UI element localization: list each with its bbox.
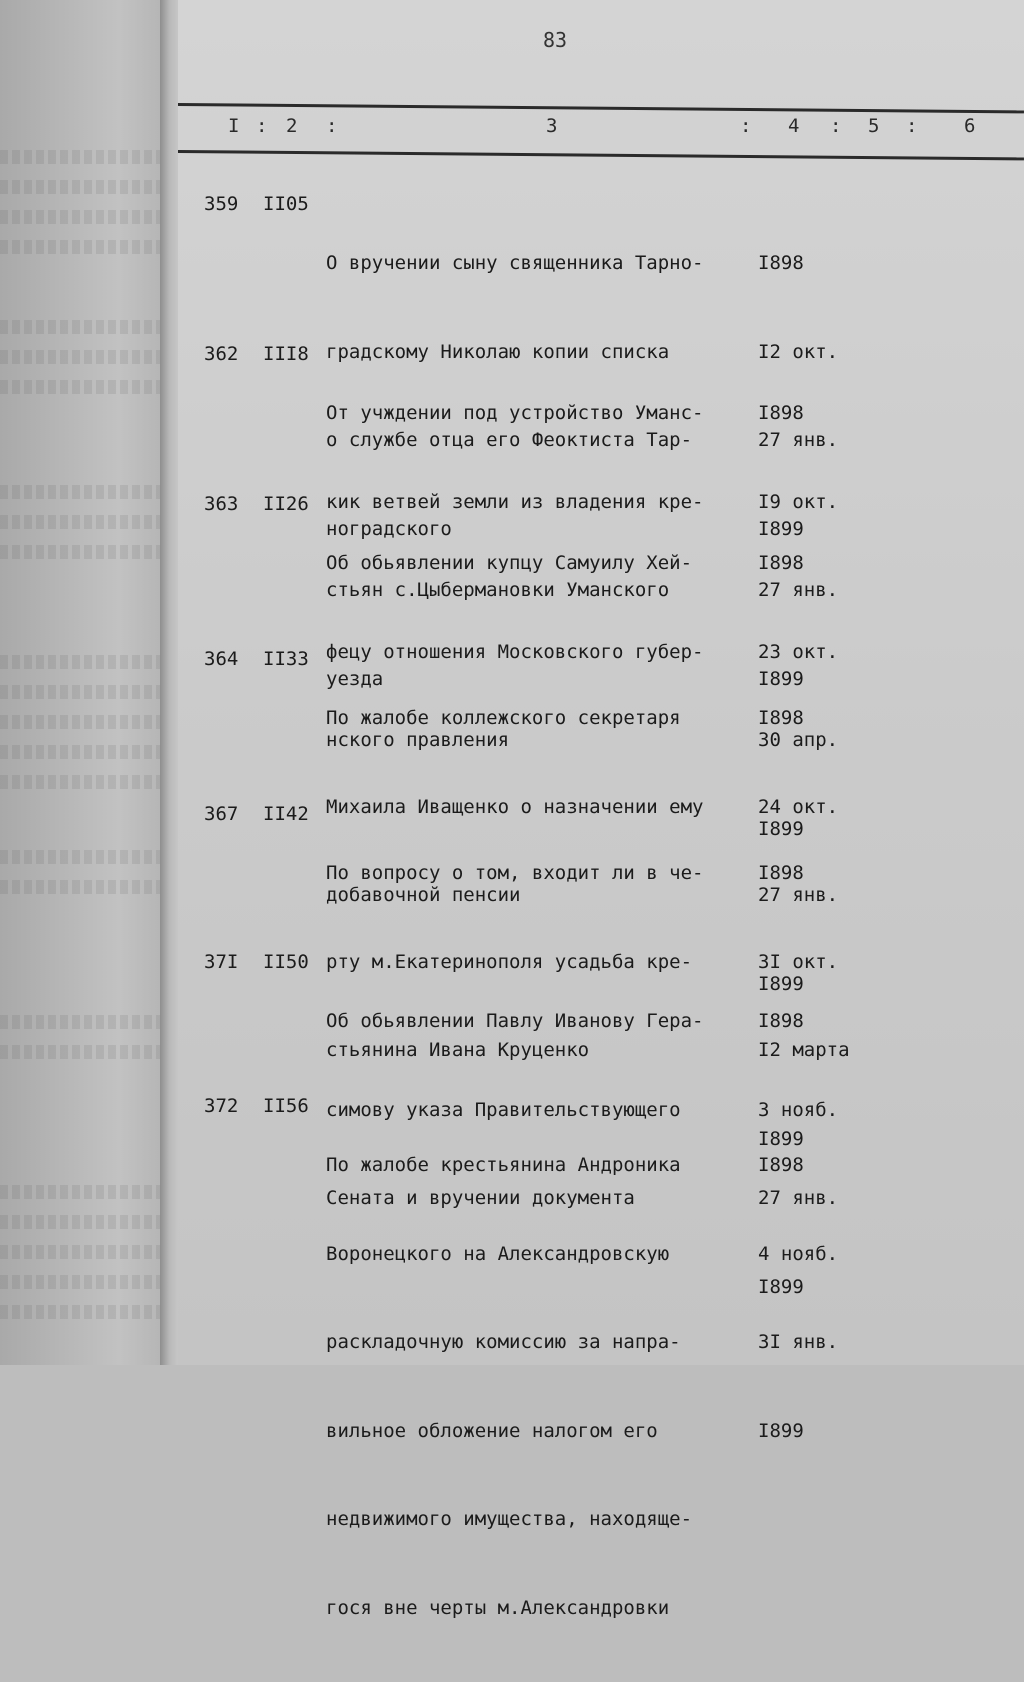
date-line: I899: [758, 1275, 804, 1298]
date-line: 27 янв.: [758, 1187, 839, 1209]
date-line: 27 янв.: [758, 429, 839, 451]
description-line: По жалобе коллежского секретаря: [326, 707, 681, 729]
description-line: От учждении под устройство Уманс-: [326, 402, 704, 424]
entry-code: II05: [263, 193, 309, 215]
entry-code: II56: [263, 1095, 309, 1117]
description-line: Сената и вручении документа: [326, 1187, 635, 1209]
date-line: 30 апр.: [758, 729, 839, 751]
description-line: уезда: [326, 667, 384, 690]
description-line: рту м.Екатеринополя усадьба кре-: [326, 950, 693, 973]
description-line: о службе отца его Феоктиста Тар-: [326, 429, 693, 451]
entry-number: 364: [204, 648, 239, 670]
description-line: раскладочную комиссию за напра-: [326, 1331, 681, 1353]
date-line: I899: [758, 817, 804, 840]
entry-code: III8: [263, 343, 309, 365]
date-line: I2 марта: [758, 1039, 850, 1061]
description-line: вильное обложение налогом его: [326, 1419, 658, 1442]
entry-code: II50: [263, 951, 309, 973]
document-page: [178, 0, 1024, 1619]
header-rule-bottom: [178, 150, 1024, 160]
date-line: I899: [758, 972, 804, 995]
date-line: I899: [758, 1419, 804, 1442]
description-line: гося вне черты м.Александровки: [326, 1596, 670, 1619]
column-header-row: [178, 106, 1024, 146]
description-line: По жалобе крестьянина Андроника: [326, 1154, 681, 1176]
date-line: I899: [758, 667, 804, 690]
description-line: симову указа Правительствующего: [326, 1098, 681, 1121]
description-line: Воронецкого на Александровскую: [326, 1242, 670, 1265]
entry-dates: [758, 1092, 908, 1505]
date-line: 27 янв.: [758, 884, 839, 906]
col-head-3: 3: [546, 115, 558, 137]
date-line: 4 нояб.: [758, 1242, 839, 1265]
description-line: градскому Николаю копии списка: [326, 340, 670, 363]
entry-description: [326, 1092, 756, 1682]
description-line: добавочной пенсии: [326, 884, 521, 906]
date-line: 27 янв.: [758, 579, 839, 601]
date-line: I898: [758, 1010, 804, 1032]
entry-number: 367: [204, 803, 239, 825]
date-line: 23 окт.: [758, 640, 839, 663]
entry-number: 359: [204, 193, 239, 215]
col-head-6: 6: [964, 115, 976, 137]
entry-number: 372: [204, 1095, 239, 1117]
description-line: Об обьявлении Павлу Иванову Гера-: [326, 1010, 704, 1032]
entry-code: II26: [263, 493, 309, 515]
date-line: I9 окт.: [758, 490, 839, 513]
entry-number: 37I: [204, 951, 239, 973]
description-line: нского правления: [326, 729, 510, 751]
description-line: стьянина Ивана Круценко: [326, 1039, 590, 1061]
date-line: I898: [758, 252, 804, 274]
col-head-4: 4: [788, 115, 800, 137]
date-line: I898: [758, 552, 804, 574]
date-line: 3I окт.: [758, 950, 839, 973]
col-head-sep: :: [830, 115, 842, 137]
date-line: I898: [758, 862, 804, 884]
col-head-sep: :: [906, 115, 918, 137]
col-head-sep: :: [326, 115, 338, 137]
entry-number: 362: [204, 343, 239, 365]
date-line: I898: [758, 402, 804, 424]
col-head-5: 5: [868, 115, 880, 137]
date-line: 3I янв.: [758, 1331, 839, 1353]
date-line: I899: [758, 517, 804, 540]
date-line: 24 окт.: [758, 795, 839, 818]
facing-page: [0, 0, 170, 1365]
date-line: 3 нояб.: [758, 1098, 839, 1121]
col-head-2: 2: [286, 115, 298, 137]
description-line: О вручении сыну священника Тарно-: [326, 252, 704, 274]
entry-code: II33: [263, 648, 309, 670]
description-line: стьян с.Цыбермановки Уманского: [326, 579, 670, 601]
entry-number: 363: [204, 493, 239, 515]
description-line: По вопросу о том, входит ли в че-: [326, 862, 704, 884]
page-number: 83: [543, 28, 568, 52]
description-line: Об обьявлении купцу Самуилу Хей-: [326, 552, 693, 574]
description-line: ноградского: [326, 517, 452, 540]
description-line: фецу отношения Московского губер-: [326, 640, 704, 663]
description-line: Михаила Иващенко о назначении ему: [326, 795, 704, 818]
date-line: I2 окт.: [758, 340, 839, 363]
col-head-sep: :: [256, 115, 268, 137]
description-line: кик ветвей земли из владения кре-: [326, 490, 704, 513]
description-line: недвижимого имущества, находяще-: [326, 1508, 693, 1530]
col-head-1: I: [228, 115, 240, 137]
date-line: I899: [758, 1127, 804, 1150]
entry-code: II42: [263, 803, 309, 825]
col-head-sep: :: [740, 115, 752, 137]
date-line: I898: [758, 1154, 804, 1176]
date-line: I898: [758, 707, 804, 729]
